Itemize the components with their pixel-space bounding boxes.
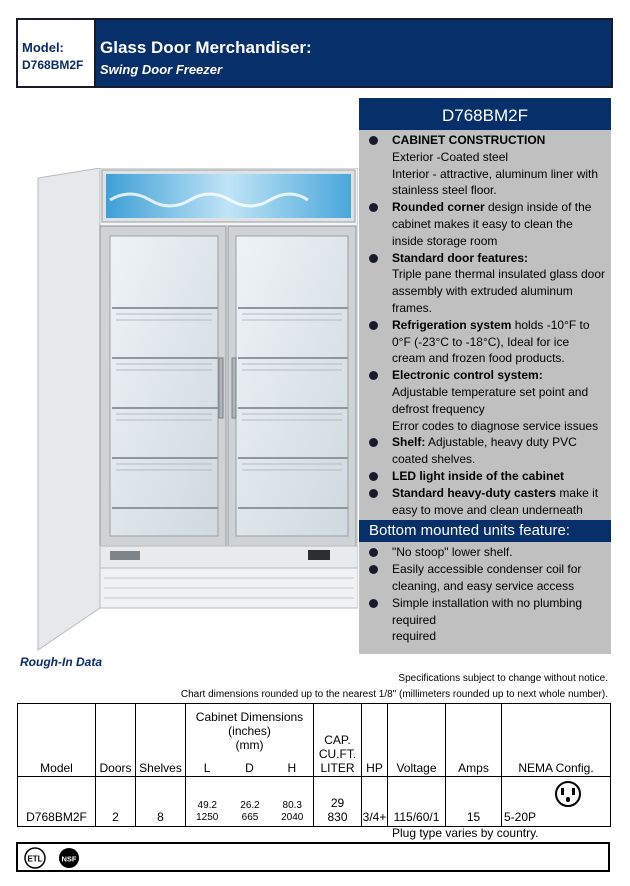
header-nema: NEMA Config. <box>502 704 611 777</box>
feature-text: holds -10°F to 0°F (-23°C to -18°C), Ideal for ice cream and frozen food products. <box>392 317 590 366</box>
feature-item <box>365 468 605 485</box>
feature-detail: Triple pane thermal insulated glass door assembly with extruded aluminum frames. <box>392 267 606 315</box>
feature-item <box>365 434 605 468</box>
footer-cert-bar <box>16 842 610 872</box>
header-model-box <box>18 20 96 86</box>
bullet-icon <box>369 489 378 498</box>
feature-title: Rounded corner <box>392 200 485 215</box>
page-subtitle: Swing Door Freezer <box>100 62 223 77</box>
feature-title: Standard door features: <box>392 250 529 265</box>
header-cap-2: CU.FT. <box>318 747 357 761</box>
header-cap-3: LITER <box>320 761 355 775</box>
header-hp: HP <box>362 704 388 777</box>
cell-cap-l: 830 <box>327 810 348 824</box>
feature-list <box>359 130 611 518</box>
nsf-text: NSF <box>61 854 77 864</box>
bottom-feature-text: Easily accessible condenser coil for cleaning, and easy service access <box>392 562 582 593</box>
cell-model: D768BM2F <box>18 777 96 827</box>
etl-text: ETL <box>27 854 43 864</box>
rough-in-table <box>17 703 611 827</box>
header-cabinet-mm: (mm) <box>235 738 264 752</box>
plug-note: Plug type varies by country. <box>392 826 539 840</box>
cell-h <box>272 777 314 827</box>
feature-item <box>365 132 605 199</box>
header-cap <box>314 704 362 777</box>
bullet-icon <box>369 472 378 481</box>
bottom-mount-title: Bottom mounted units feature: <box>359 520 611 542</box>
bullet-icon <box>369 136 378 145</box>
nsf-logo-icon <box>58 847 80 869</box>
cell-d-in: 26.2 <box>240 800 260 811</box>
feature-text: Adjustable, heavy duty PVC coated shelves. <box>392 435 577 467</box>
feature-detail: Exterior -Coated steel Interior - attractive, aluminum liner with stainless steel floor. <box>392 149 599 198</box>
feature-item <box>365 199 605 249</box>
cell-amps: 15 <box>446 777 502 827</box>
cell-nema-value: 5-20P <box>504 810 537 824</box>
header-d: D <box>245 761 254 775</box>
feature-item <box>365 485 605 519</box>
feature-text: design inside of the cabinet makes it easy to clean the inside storage room <box>392 200 592 248</box>
bullet-icon <box>369 254 378 263</box>
header-shelves: Shelves <box>136 704 186 777</box>
model-label: Model: <box>22 40 64 55</box>
spec-change-note: Specifications subject to change without notice. <box>398 673 608 684</box>
model-value: D768BM2F <box>22 58 84 72</box>
cell-l-mm: 1250 <box>196 812 219 823</box>
bottom-feature-list <box>359 542 611 645</box>
cell-nema <box>502 777 611 827</box>
header-cabinet-title: Cabinet Dimensions <box>195 710 304 724</box>
feature-title: Refrigeration system <box>392 317 512 332</box>
bottom-feature-text: Simple installation with no plumbing required required <box>392 595 583 644</box>
header <box>16 18 613 88</box>
header-cabinet-inches: (inches) <box>228 724 271 738</box>
cell-h-in: 80.3 <box>282 800 302 811</box>
feature-title: CABINET CONSTRUCTION <box>392 133 546 147</box>
feature-item <box>365 367 605 434</box>
feature-item <box>365 317 605 367</box>
header-doors: Doors <box>96 704 136 777</box>
cell-doors: 2 <box>96 777 136 827</box>
bullet-icon <box>369 565 378 574</box>
nema-plug-icon <box>554 780 582 808</box>
cell-l <box>186 777 229 827</box>
feature-title: LED light inside of the cabinet <box>392 468 565 483</box>
cell-l-in: 49.2 <box>197 800 217 811</box>
header-cap-1: CAP. <box>324 733 351 747</box>
spec-panel <box>359 98 611 654</box>
feature-title: Electronic control system: <box>392 368 543 383</box>
table-row <box>18 777 611 827</box>
header-amps: Amps <box>446 704 502 777</box>
freezer-product-image <box>32 168 358 652</box>
bottom-feature-item <box>365 595 605 645</box>
cell-shelves: 8 <box>136 777 186 827</box>
header-cabinet-dims <box>186 704 314 777</box>
etl-logo-icon <box>24 847 46 869</box>
rounding-note: Chart dimensions rounded up to the nearest 1/8" (millimeters rounded up to next whole number). <box>180 689 608 700</box>
cell-d-mm: 665 <box>241 812 259 823</box>
bottom-feature-item <box>365 544 605 561</box>
feature-text: make it easy to move and clean underneath <box>392 485 599 517</box>
header-model: Model <box>18 704 96 777</box>
table-header-row <box>18 704 611 777</box>
bottom-feature-item <box>365 561 605 595</box>
page-title: Glass Door Merchandiser: <box>100 38 312 57</box>
bullet-icon <box>369 203 378 212</box>
feature-title: Standard heavy-duty casters <box>392 485 557 500</box>
feature-item <box>365 250 605 317</box>
bottom-feature-text: "No stoop" lower shelf. <box>392 545 513 560</box>
cell-d <box>229 777 272 827</box>
cell-cap-ft: 29 <box>330 796 345 810</box>
bullet-icon <box>369 371 378 380</box>
feature-detail: Adjustable temperature set point and defrost frequency Error codes to diagnose service issues <box>392 384 599 433</box>
bullet-icon <box>369 599 378 608</box>
header-voltage: Voltage <box>388 704 446 777</box>
bullet-icon <box>369 321 378 330</box>
header-title-box <box>96 20 611 86</box>
header-l: L <box>203 761 211 775</box>
cell-cap <box>314 777 362 827</box>
feature-title: Shelf: <box>392 435 426 450</box>
bullet-icon <box>369 438 378 447</box>
header-h: H <box>287 761 297 775</box>
cell-hp: 3/4+ <box>362 777 388 827</box>
bullet-icon <box>369 548 378 557</box>
spec-model-band: D768BM2F <box>359 98 611 130</box>
cell-h-mm: 2040 <box>281 812 304 823</box>
rough-in-label: Rough-In Data <box>20 655 102 669</box>
cell-voltage: 115/60/1 <box>388 777 446 827</box>
